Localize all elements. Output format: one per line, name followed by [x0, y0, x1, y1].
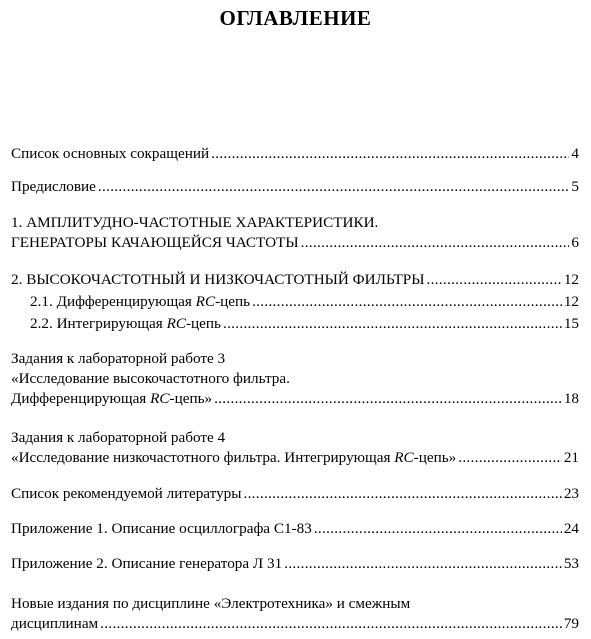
page-number: 79	[563, 615, 579, 632]
leader-dots	[284, 554, 562, 574]
toc-entry-new-editions[interactable]: Новые издания по дисциплине «Электротехника» и смежным дисциплинам ..... 79	[11, 594, 579, 634]
toc-entry-chapter-1[interactable]: 1. АМПЛИТУДНО-ЧАСТОТНЫЕ ХАРАКТЕРИСТИКИ. ГЕНЕРАТОРЫ КАЧАЮЩЕЙСЯ ЧАСТОТЫ ..... 6	[11, 213, 579, 253]
leader-dots	[427, 270, 562, 290]
leader-dots	[223, 314, 562, 334]
toc-entry-lab-3[interactable]: Задания к лабораторной работе 3 «Исследование высокочастотного фильтра. Дифференцирующая RC-цепь» ..... 18	[11, 349, 579, 409]
page-title: ОГЛАВЛЕНИЕ	[219, 6, 372, 30]
toc-entry-line: Новые издания по дисциплине «Электротехника» и смежным	[11, 595, 411, 612]
toc-entry-appendix-2[interactable]: Приложение 2. Описание генератора Л 31 ..... 53	[11, 554, 579, 574]
toc-entry-line: 1. АМПЛИТУДНО-ЧАСТОТНЫЕ ХАРАКТЕРИСТИКИ.	[11, 214, 379, 231]
leader-dots	[458, 448, 562, 468]
page-number: 18	[563, 390, 579, 407]
leader-dots	[100, 614, 562, 634]
page-number: 21	[563, 449, 579, 466]
toc-entry-lab-4[interactable]: Задания к лабораторной работе 4 «Исследование низкочастотного фильтра. Интегрирующая RC-цепь» ..... 21	[11, 428, 579, 468]
page-number: 53	[563, 555, 579, 572]
toc-entry-abbreviations[interactable]: Список основных сокращений ..... 4	[11, 144, 579, 164]
page-number: 12	[563, 271, 579, 288]
toc-entry-appendix-1[interactable]: Приложение 1. Описание осциллографа С1-83 ..... 24	[11, 519, 579, 539]
toc-entry-line: «Исследование высокочастотного фильтра.	[11, 370, 290, 387]
page-number: 24	[563, 520, 579, 537]
leader-dots	[301, 233, 570, 253]
page-number: 15	[563, 315, 579, 332]
leader-dots	[214, 389, 562, 409]
leader-dots	[243, 484, 561, 504]
toc-entry-line: Задания к лабораторной работе 3	[11, 350, 226, 367]
leader-dots	[211, 144, 569, 164]
leader-dots	[314, 519, 562, 539]
page-number: 6	[571, 234, 579, 251]
toc-entry-preface[interactable]: Предисловие ..... 5	[11, 177, 579, 197]
page-number: 12	[563, 293, 579, 310]
leader-dots	[252, 292, 562, 312]
toc-entry-line: Задания к лабораторной работе 4	[11, 429, 226, 446]
page-number: 4	[571, 145, 579, 162]
toc-entry-section-2-2[interactable]: 2.2. Интегрирующая RC-цепь ..... 15	[30, 314, 579, 334]
leader-dots	[98, 177, 569, 197]
toc-entry-chapter-2[interactable]: 2. ВЫСОКОЧАСТОТНЫЙ И НИЗКОЧАСТОТНЫЙ ФИЛЬТРЫ ..... 12	[11, 270, 579, 290]
page-number: 23	[563, 485, 579, 502]
toc-entry-section-2-1[interactable]: 2.1. Дифференцирующая RC-цепь ..... 12	[30, 292, 579, 312]
page-number: 5	[571, 178, 579, 195]
toc-entry-bibliography[interactable]: Список рекомендуемой литературы ..... 23	[11, 484, 579, 504]
